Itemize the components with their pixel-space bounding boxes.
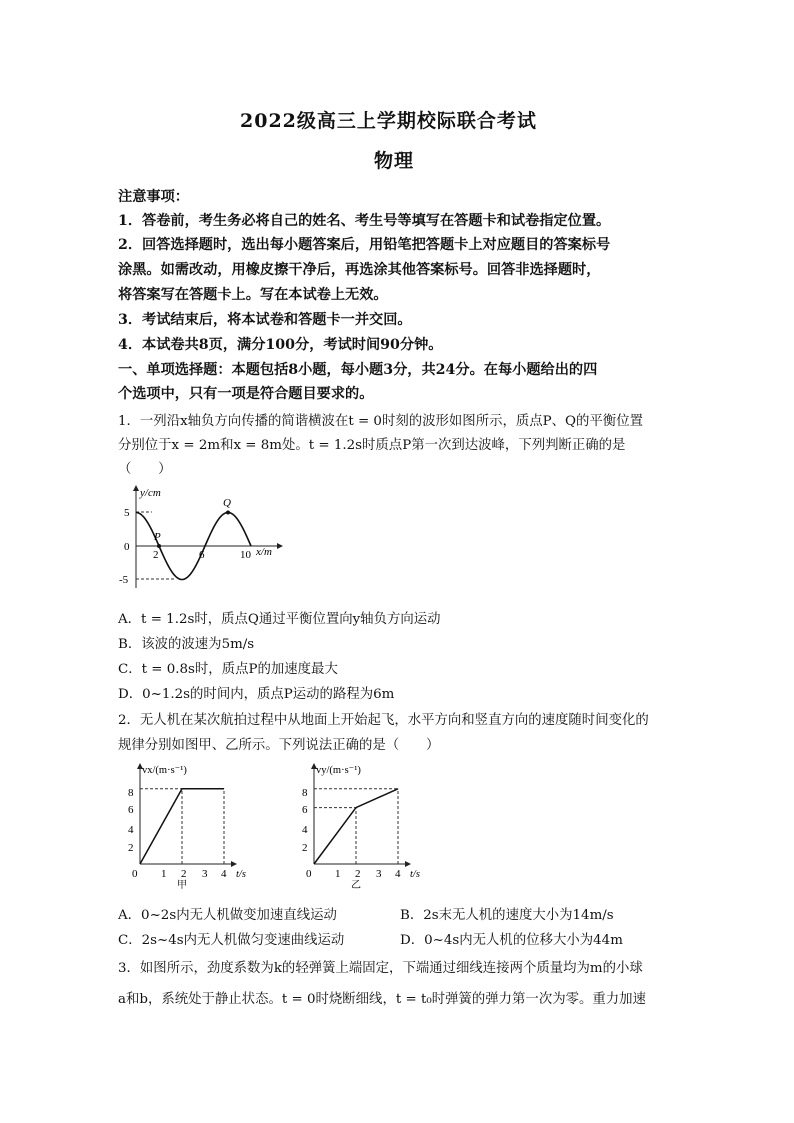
section-heading: 个选项中，只有一项是符合题目要求的。 xyxy=(118,386,374,402)
jia-y-tick: 8 xyxy=(128,787,134,799)
yi-x-tick: 0 xyxy=(306,868,312,880)
jia-y-label: vx/(m·s⁻¹) xyxy=(142,765,187,776)
question-2-stem: 规律分别如图甲、乙所示。下列说法正确的是（ ） xyxy=(118,738,440,753)
notice-item: 3．考试结束后，将本试卷和答题卡一并交回。 xyxy=(118,312,412,328)
question-2-stem: 2．无人机在某次航拍过程中从地面上开始起飞，水平方向和竖直方向的速度随时间变化的 xyxy=(118,713,649,728)
subject-title: 物理 xyxy=(374,150,415,172)
question-1-option-d: D．0~1.2s的时间内，质点P运动的路程为6m xyxy=(118,687,395,702)
jia-x-tick: 4 xyxy=(221,868,227,880)
yi-caption: 乙 xyxy=(351,880,361,890)
notice-item: 2．回答选择题时，选出每小题答案后，用铅笔把答题卡上对应题目的答案标号 xyxy=(118,237,611,253)
jia-x-tick: 3 xyxy=(202,868,208,880)
jia-caption: 甲 xyxy=(177,880,187,890)
point-P xyxy=(157,544,161,548)
wave-y-tick: 0 xyxy=(124,541,130,553)
wave-point-label-P: P xyxy=(154,531,161,543)
notice-heading: 注意事项： xyxy=(118,189,189,205)
question-1-option-b: B．该波的波速为5m/s xyxy=(118,637,255,652)
yi-y-tick: 2 xyxy=(302,842,308,854)
question-2-option-c: C．2s~4s内无人机做匀变速曲线运动 xyxy=(118,933,345,948)
yi-y-label: vy/(m·s⁻¹) xyxy=(316,765,361,776)
wave-x-tick: 6 xyxy=(199,549,205,561)
jia-y-tick: 4 xyxy=(128,824,134,836)
jia-x-tick: 1 xyxy=(161,868,167,880)
question-1-stem: （ ） xyxy=(118,462,172,477)
jia-y-tick: 6 xyxy=(128,804,134,816)
wave-x-tick: 10 xyxy=(240,549,251,561)
yi-x-tick: 3 xyxy=(376,868,382,880)
wave-y-tick: 5 xyxy=(124,507,130,519)
notice-item: 涂黑。如需改动，用橡皮擦干净后，再选涂其他答案标号。回答非选择题时， xyxy=(118,262,601,278)
notice-item: 1．答卷前，考生务必将自己的姓名、考生号等填写在答题卡和试卷指定位置。 xyxy=(118,213,611,229)
question-3-stem: a和b，系统处于静止状态。t = 0时烧断细线，t = t₀时弹簧的弹力第一次为零。重力加速 xyxy=(118,992,646,1007)
exam-title: 2022级高三上学期校际联合考试 xyxy=(240,110,537,132)
yi-x-tick: 2 xyxy=(355,868,361,880)
notice-item: 4．本试卷共8页，满分100分，考试时间90分钟。 xyxy=(118,337,443,353)
yi-y-tick: 4 xyxy=(302,824,308,836)
question-1-option-c: C．t = 0.8s时，质点P的加速度最大 xyxy=(118,662,338,677)
section-heading: 一、单项选择题：本题包括8小题，每小题3分，共24分。在每小题给出的四 xyxy=(118,362,598,378)
yi-y-tick: 8 xyxy=(302,787,308,799)
question-1-stem: 1．一列沿x轴负方向传播的简谐横波在t = 0时刻的波形如图所示，质点P、Q的平衡位置 xyxy=(118,414,643,429)
wave-point-label-Q: Q xyxy=(223,497,231,509)
yi-y-tick: 6 xyxy=(302,804,308,816)
jia-y-tick: 2 xyxy=(128,842,134,854)
graph-yi xyxy=(296,758,446,890)
question-2-option-d: D．0~4s内无人机的位移大小为44m xyxy=(400,933,623,948)
question-2-option-a: A．0~2s内无人机做变加速直线运动 xyxy=(118,908,337,923)
jia-x-tick: 2 xyxy=(181,868,187,880)
question-2-option-b: B．2s末无人机的速度大小为14m/s xyxy=(400,908,614,923)
wave-y-tick: -5 xyxy=(119,574,129,586)
yi-x-tick: 4 xyxy=(395,868,401,880)
question-1-option-a: A．t = 1.2s时，质点Q通过平衡位置向y轴负方向运动 xyxy=(118,612,441,627)
point-Q xyxy=(226,511,230,515)
question-1-stem: 分别位于x = 2m和x = 8m处。t = 1.2s时质点P第一次到达波峰，下列判断正确的是 xyxy=(118,438,626,453)
yi-x-tick: 1 xyxy=(335,868,341,880)
wave-graph xyxy=(116,480,288,592)
notice-item: 将答案写在答题卡上。写在本试卷上无效。 xyxy=(118,287,388,303)
jia-x-label: t/s xyxy=(236,869,246,880)
wave-x-tick: 2 xyxy=(153,549,159,561)
graph-jia xyxy=(122,758,272,890)
wave-y-label: y/cm xyxy=(140,487,161,499)
yi-x-label: t/s xyxy=(410,869,420,880)
wave-x-label: x/m xyxy=(256,546,272,558)
jia-x-tick: 0 xyxy=(132,868,138,880)
question-3-stem: 3．如图所示，劲度系数为k的轻弹簧上端固定，下端通过细线连接两个质量均为m的小球 xyxy=(118,961,643,976)
